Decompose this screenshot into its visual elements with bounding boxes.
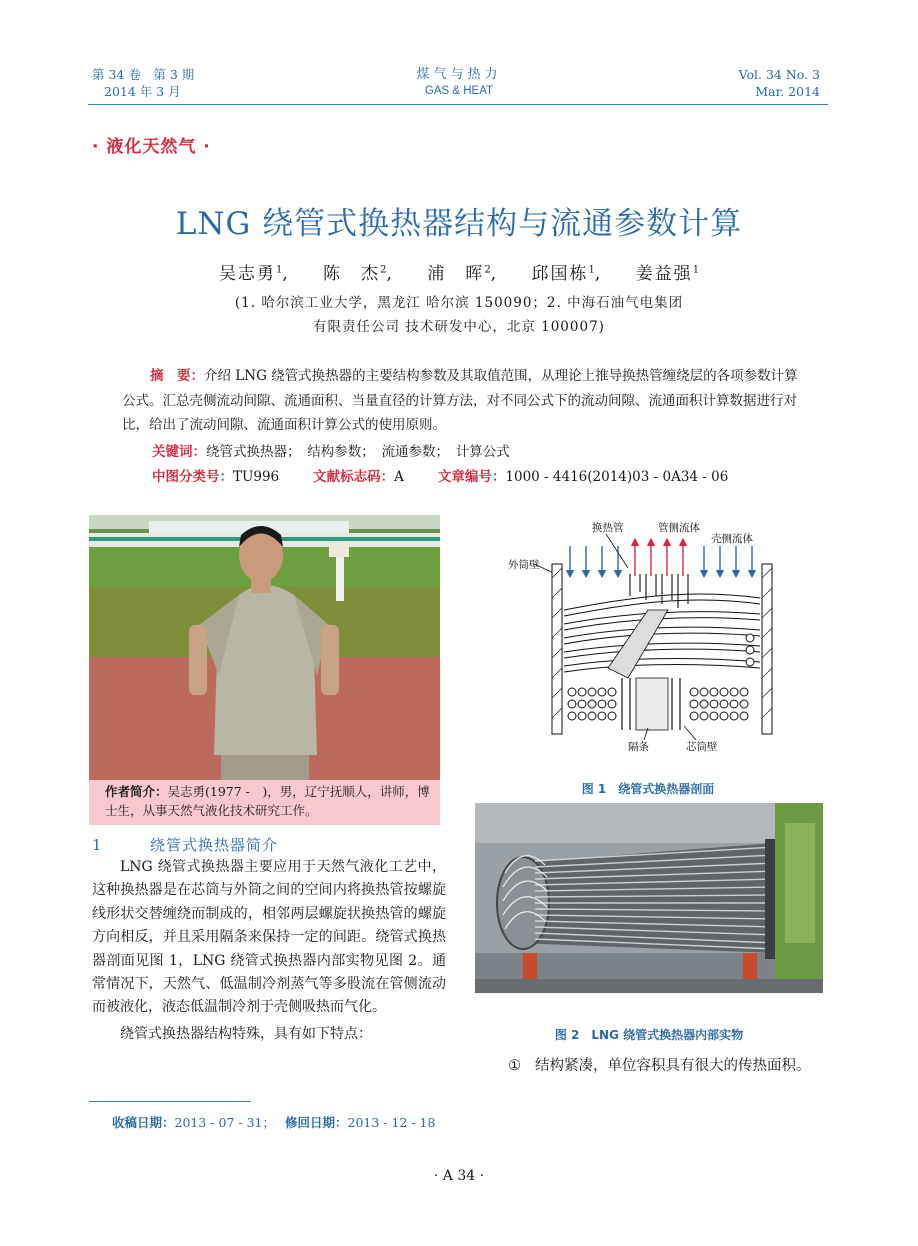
label-core-wall: 芯筒壁 [686,741,718,753]
header-date: 2014 年 3 月 [104,84,181,99]
keywords-text: 绕管式换热器； 结构参数； 流通参数； 计算公式 [206,444,510,460]
section-heading [92,834,278,855]
author-list [0,259,918,284]
figure-1-diagram [508,518,790,758]
header-right [739,66,820,100]
author: 邱国栋$^1$, [531,264,603,284]
header-rule [88,104,828,105]
revised-label: 修回日期： [284,1115,348,1130]
author: 吴志勇$^1$, [218,264,290,284]
paragraph: LNG 绕管式换热器主要应用于天然气液化工艺中，这种换热器是在芯筒与外筒之间的空间内将换热管按螺旋线形状交替缠绕而制成的，相邻两层螺旋状换热管的螺旋方向相反，并且采用隔条来保持一定的间距。绕管式换热器剖面见图 1，LNG 绕管式换热器内部实物见图 2。通常情况下，天然气、低温制冷剂蒸气等多股流在管侧流动而被液化，液态低温制冷剂于壳侧吸热而气化。 [92,859,446,1016]
bio-text: 吴志勇(1977 - )，男，辽宁抚顺人，讲师，博士生，从事天然气液化技术研究工作。 [105,784,430,818]
author-bio [89,780,440,825]
revised-date: 2013 - 12 - 18 [347,1115,436,1130]
author: 陈 杰$^2$, [323,264,394,284]
abstract [122,364,798,438]
section-body [92,856,446,1046]
list-marker: ① [508,1058,521,1074]
label-tube: 换热管 [592,522,624,534]
footnote-dates [112,1113,435,1131]
figure-2-caption: 图 2 LNG 绕管式换热器内部实物 [554,1028,744,1042]
list-item [508,1054,811,1075]
section-title: 绕管式换热器简介 [150,836,279,854]
paper-title: LNG 绕管式换热器结构与流通参数计算 [175,206,743,242]
keywords-label: 关键词： [152,444,206,460]
list-item-text: 结构紧凑，单位容积具有很大的传热面积。 [535,1058,811,1074]
header-volume-en: Vol. 34 No. 3 [738,67,820,82]
abstract-label: 摘 要： [150,368,204,384]
journal-name-en: GAS & HEAT [424,85,494,97]
received-date: 2013 - 07 - 31； [174,1115,275,1130]
received-label: 收稿日期： [112,1115,175,1130]
abstract-text: 介绍 LNG 绕管式换热器的主要结构参数及其取值范围，从理论上推导换热管缠绕层的各项参数计算公式。汇总壳侧流动间隙、流通面积、当量直径的计算方法，对不同公式下的流动间隙、流通面积计算数据进行对比，给出了流动间隙、流通面积计算公式的使用原则。 [122,368,798,433]
affiliation-line: 有限责任公司 技术研发中心，北京 100007) [313,319,605,335]
label-tube-fluid: 管侧流体 [658,522,700,534]
clc-value: TU996 [233,469,280,485]
author: 姜益强$^1$ [635,264,700,284]
figure-1-caption: 图 1 绕管式换热器剖面 [581,782,715,796]
bio-label: 作者简介： [105,784,168,799]
journal-name-cn: 煤气与热力 [416,67,502,82]
article-number-value: 1000 - 4416(2014)03 - 0A34 - 06 [505,469,729,485]
label-spacer: 隔条 [628,741,649,753]
paragraph: 绕管式换热器结构特殊，具有如下特点： [120,1025,372,1042]
header-date-en: Mar. 2014 [755,84,820,99]
classification [152,465,728,485]
section-number: 1 [92,836,102,854]
clc-label: 中图分类号： [152,469,233,485]
header-volume: 第 34 卷 第 3 期 [92,67,195,82]
affiliation-line: (1. 哈尔滨工业大学，黑龙江 哈尔滨 150090；2. 中海石油气电集团 [234,295,684,311]
footnote-rule [89,1101,251,1102]
page-number: · A 34 · [433,1168,485,1184]
figure-2-photo [475,803,823,993]
article-number-label: 文章编号： [437,469,506,485]
doc-code-label: 文献标志码： [313,469,395,485]
doc-code-value: A [394,469,404,485]
author-photo [89,515,440,780]
label-outer-wall: 外筒壁 [508,559,540,571]
section-tag: · 液化天然气 · [92,137,211,157]
label-shell-fluid: 壳侧流体 [711,533,753,545]
author: 浦 晖$^2$, [427,264,499,284]
keywords [152,440,510,460]
